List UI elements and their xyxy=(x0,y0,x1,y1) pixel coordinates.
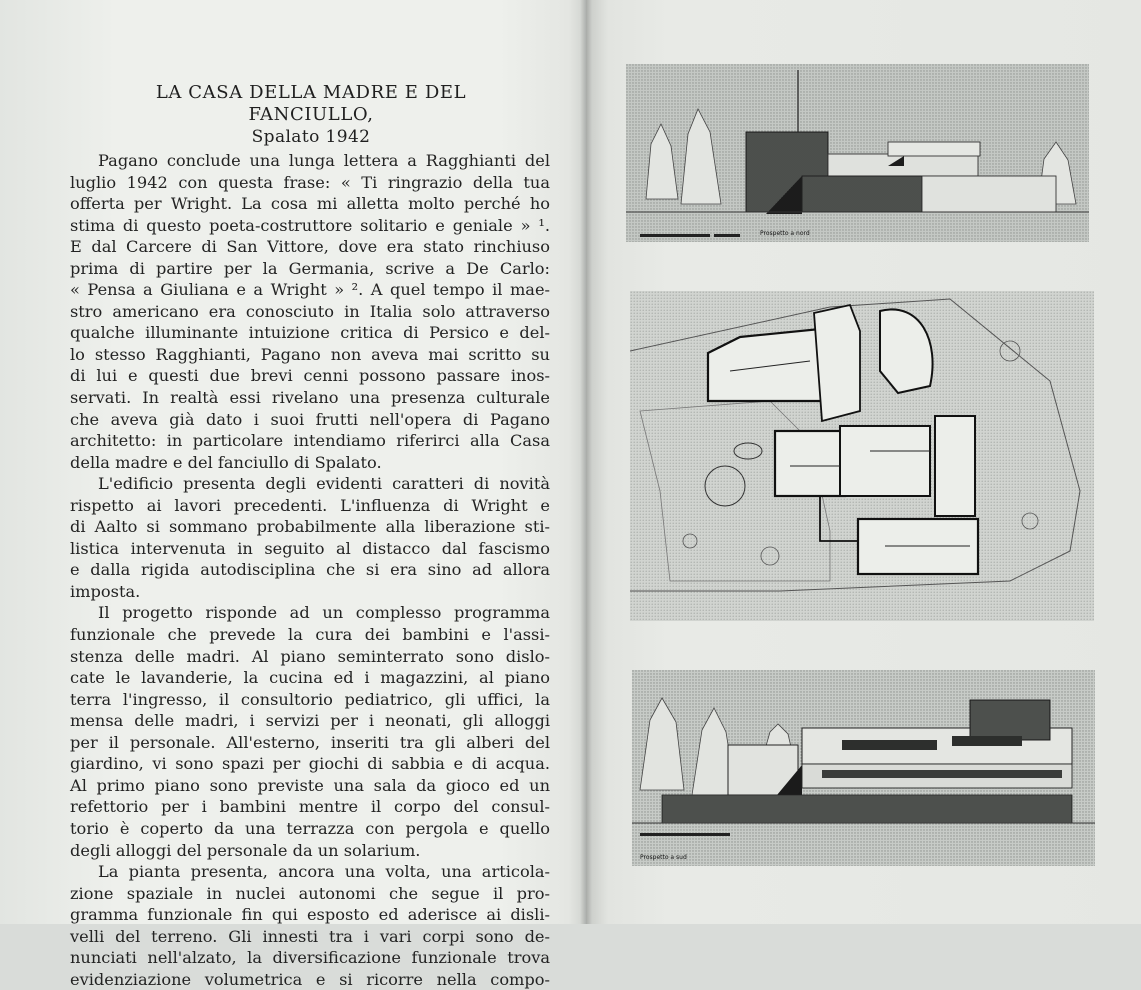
text-line: « Pensa a Giuliana e a Wright » ². A quel tempo il mae- xyxy=(70,280,550,300)
text-line: rispetto ai lavori precedenti. L'influenza di Wright e xyxy=(70,495,550,515)
text-line: stro americano era conosciuto in Italia solo attraverso xyxy=(70,301,550,321)
text-line: di lui e questi due brevi cenni possono passare inos- xyxy=(70,366,550,386)
text-line: Pagano conclude una lunga lettera a Ragghianti del xyxy=(98,151,550,170)
book-gutter xyxy=(580,0,592,924)
text-line: nunciati nell'alzato, la diversificazione funzionale trova xyxy=(70,948,550,968)
north-elevation-caption: Prospetto a nord xyxy=(760,230,810,237)
chapter-title-place-date: Spalato 1942 xyxy=(251,127,371,147)
ground-floor-plan-drawing xyxy=(630,291,1094,621)
text-line: Al primo piano sono previste una sala da gioco ed un xyxy=(70,775,550,795)
text-line: gramma funzionale fin qui esposto ed aderisce ai disli- xyxy=(70,905,550,925)
text-line: degli alloggi del personale da un solarium. xyxy=(70,840,421,860)
floor-plan-svg xyxy=(630,291,1094,621)
north-elevation-svg xyxy=(626,64,1089,242)
south-elevation-caption: Prospetto a sud xyxy=(640,854,687,861)
text-line: mensa delle madri, i servizi per i neonati, gli alloggi xyxy=(70,711,550,731)
text-line: qualche illuminante intuizione critica di Persico e del- xyxy=(70,323,550,343)
text-line: servati. In realtà essi rivelano una presenza culturale xyxy=(70,388,550,408)
text-line: cate le lavanderie, la cucina ed i magazzini, al piano xyxy=(70,668,550,688)
text-line: luglio 1942 con questa frase: « Ti ringrazio della tua xyxy=(70,172,550,192)
text-line: della madre e del fanciullo di Spalato. xyxy=(70,452,382,472)
text-line: che aveva già dato i suoi frutti nell'opera di Pagano xyxy=(70,409,550,429)
text-line: evidenziazione volumetrica e si ricorre nella compo- xyxy=(70,969,550,989)
text-line: refettorio per i bambini mentre il corpo del consul- xyxy=(70,797,550,817)
text-line: lo stesso Ragghianti, Pagano non aveva mai scritto su xyxy=(70,344,550,364)
text-line: prima di partire per la Germania, scrive a De Carlo: xyxy=(70,258,550,278)
text-line: e dalla rigida autodisciplina che si era sino ad allora xyxy=(70,560,550,580)
text-line: imposta. xyxy=(70,581,141,601)
text-line: L'edificio presenta degli evidenti caratteri di novità xyxy=(98,474,550,494)
text-line: torio è coperto da una terrazza con pergola e quello xyxy=(70,818,550,838)
text-line: listica intervenuta in seguito al distacco dal fascismo xyxy=(70,538,550,558)
text-line: giardino, vi sono spazi per giochi di sabbia e di acqua. xyxy=(70,754,550,774)
text-line: per il personale. All'esterno, inseriti tra gli alberi del xyxy=(70,732,550,752)
south-elevation-svg xyxy=(632,670,1095,866)
chapter-title xyxy=(96,82,526,148)
north-elevation-drawing xyxy=(626,64,1089,242)
text-line: stenza delle madri. Al piano seminterrato sono dislo- xyxy=(70,646,550,666)
text-line: funzionale che prevede la cura dei bambini e l'assi- xyxy=(70,625,550,645)
text-line: offerta per Wright. La cosa mi alletta molto perché ho xyxy=(70,194,550,214)
south-elevation-drawing xyxy=(632,670,1095,866)
chapter-title-main: LA CASA DELLA MADRE E DEL FANCIULLO, xyxy=(155,82,467,125)
text-line: E dal Carcere di San Vittore, dove era stato rinchiuso xyxy=(70,237,550,257)
text-line: La pianta presenta, ancora una volta, una articola- xyxy=(98,862,550,882)
text-line: stima di questo poeta-costruttore solitario e geniale » ¹. xyxy=(70,215,550,235)
text-line: di Aalto si sommano probabilmente alla liberazione sti- xyxy=(70,517,550,537)
body-text xyxy=(70,150,550,990)
text-line: terra l'ingresso, il consultorio pediatrico, gli uffici, la xyxy=(70,689,550,709)
text-line: Il progetto risponde ad un complesso programma xyxy=(98,603,550,623)
text-line: architetto: in particolare intendiamo riferirci alla Casa xyxy=(70,431,550,451)
text-line: zione spaziale in nuclei autonomi che segue il pro- xyxy=(70,883,550,903)
text-line: velli del terreno. Gli innesti tra i vari corpi sono de- xyxy=(70,926,550,946)
